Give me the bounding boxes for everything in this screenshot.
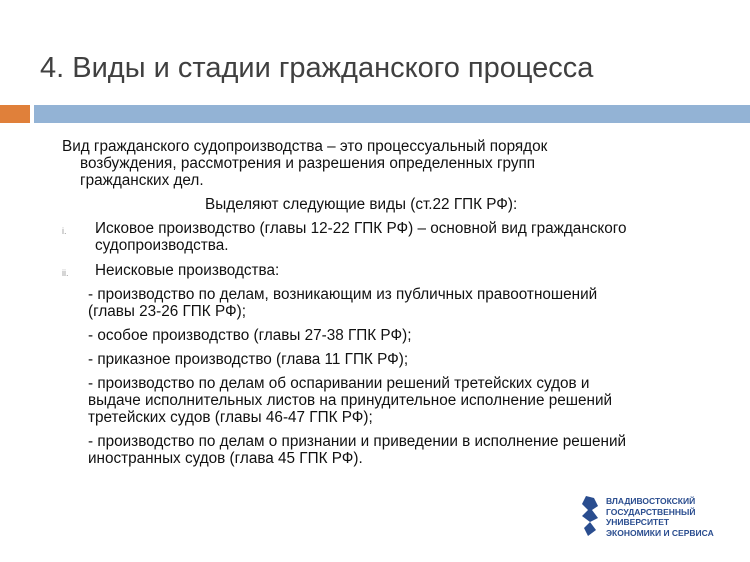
subitem-line: (главы 23-26 ГПК РФ);	[88, 303, 246, 320]
centered-heading: Выделяют следующие виды (ст.22 ГПК РФ):	[205, 196, 518, 213]
accent-bar-blue	[34, 105, 750, 123]
logo-line: ГОСУДАРСТВЕННЫЙ	[606, 506, 696, 517]
intro-line: гражданских дел.	[80, 172, 204, 189]
intro-line: возбуждения, рассмотрения и разрешения определенных групп	[80, 155, 536, 172]
emblem-icon	[580, 494, 602, 538]
intro-line: Вид гражданского судопроизводства – это процессуальный порядок	[62, 138, 548, 155]
list-item-line: Исковое производство (главы 12-22 ГПК РФ) – основной вид гражданского	[95, 220, 627, 237]
university-logo	[580, 494, 745, 540]
subitem-line: - производство по делам, возникающим из публичных правоотношений	[88, 286, 598, 303]
subitem-line: выдаче исполнительных листов на принудительное исполнение решений	[88, 392, 613, 409]
subitem-line: иностранных судов (глава 45 ГПК РФ).	[88, 450, 363, 467]
logo-line: ВЛАДИВОСТОКСКИЙ	[606, 496, 696, 506]
logo-line: УНИВЕРСИТЕТ	[606, 517, 670, 527]
accent-bar-orange	[0, 105, 30, 123]
subitem-line: - приказное производство (глава 11 ГПК РФ);	[88, 351, 409, 368]
list-marker: ii.	[62, 268, 69, 278]
subitem-line: - производство по делам об оспаривании решений третейских судов и	[88, 375, 590, 392]
slide-title: 4. Виды и стадии гражданского процесса	[40, 52, 594, 84]
subitem-line: - особое производство (главы 27-38 ГПК РФ);	[88, 327, 412, 344]
logo-line: ЭКОНОМИКИ И СЕРВИСА	[606, 527, 714, 538]
list-item-line: Неисковые производства:	[95, 262, 280, 279]
list-marker: i.	[62, 226, 67, 236]
list-item-line: судопроизводства.	[95, 237, 229, 254]
subitem-line: - производство по делам о признании и приведении в исполнение решений	[88, 433, 627, 450]
subitem-line: третейских судов (главы 46-47 ГПК РФ);	[88, 409, 373, 426]
